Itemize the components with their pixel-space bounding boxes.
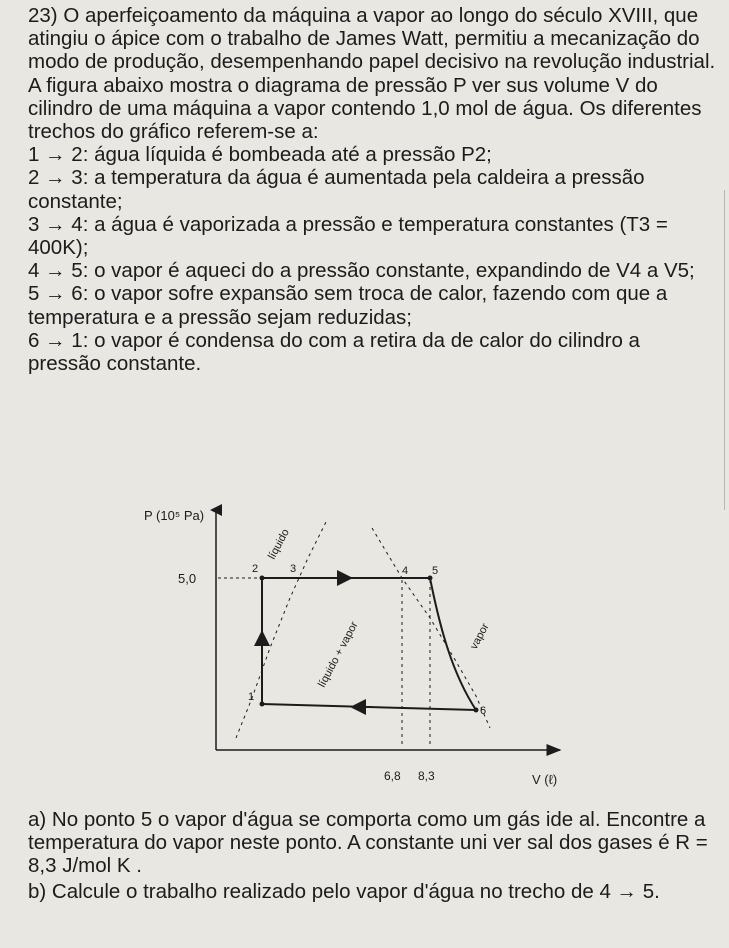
x-axis-label: V (ℓ) [532, 772, 558, 787]
question-statement: 23) O aperfeiçoamento da máquina a vapor ao longo do século XVIII, que atingiu o ápice com o trabalho de James Watt, permitiu a mecanização do modo de produção, desempenhando papel decisivo na revolução industrial. A figura abaixo mostra o diagrama de pressão P ver sus volume V do cilindro de uma máquina a vapor contendo 1,0 mol de água. Os diferentes trechos do gráfico referem-se a: [28, 4, 716, 144]
step-2-3: 2 → 3: a temperatura da água é aumentada pela caldeira a pressão constante; [28, 166, 645, 213]
point-2-dot [260, 576, 265, 581]
step-6-1: 6 → 1: o vapor é condensa do com a retira da de calor do cilindro a pressão constante. [28, 328, 640, 376]
step-4-5: 4 → 5: o vapor é aqueci do a pressão constante, expandindo de V4 a V5; [28, 259, 695, 283]
step-3-4: 3 → 4: a água é vaporizada a pressão e temperatura constantes (T3 = 400K); [28, 212, 668, 260]
point-3-label: 3 [290, 563, 297, 575]
pv-diagram [140, 498, 580, 798]
point-6-dot [474, 708, 479, 713]
page-edge [724, 190, 729, 510]
v-tick-5-label: 8,3 [418, 769, 435, 783]
step-1-2: 1 → 2: água líquida é bombeada até a pressão P2; [28, 143, 492, 167]
point-1-dot [260, 702, 265, 707]
pv-diagram-svg [140, 498, 580, 798]
point-6-label: 6 [480, 705, 487, 717]
v-tick-4-label: 6,8 [384, 769, 401, 783]
p-tick-label: 5,0 [178, 571, 197, 586]
point-1-label: 1 [248, 691, 255, 703]
question-text [28, 4, 718, 375]
region-vapor-label: vapor [468, 621, 492, 652]
region-mix-label: líquido + vapor [316, 619, 361, 690]
point-4-label: 4 [402, 565, 409, 577]
part-b-text: b) Calcule o trabalho realizado pelo vapor d'água no trecho de 4 → 5. [28, 879, 660, 903]
step-5-6: 5 → 6: o vapor sofre expansão sem troca de calor, fazendo com que a temperatura e a pressão sejam reduzidas; [28, 282, 668, 329]
point-2-label: 2 [252, 563, 259, 575]
vapor-saturation-line [372, 528, 490, 728]
part-a-text: a) No ponto 5 o vapor d'água se comporta como um gás ide al. Encontre a temperatura do vapor neste ponto. A constante uni ver sal dos gases é R = 8,3 J/mol K . [28, 808, 708, 878]
point-5-label: 5 [432, 565, 439, 577]
question-parts [28, 808, 718, 905]
region-liquid-label: líquido [266, 527, 292, 562]
y-axis-label: P (10⁵ Pa) [144, 508, 205, 523]
